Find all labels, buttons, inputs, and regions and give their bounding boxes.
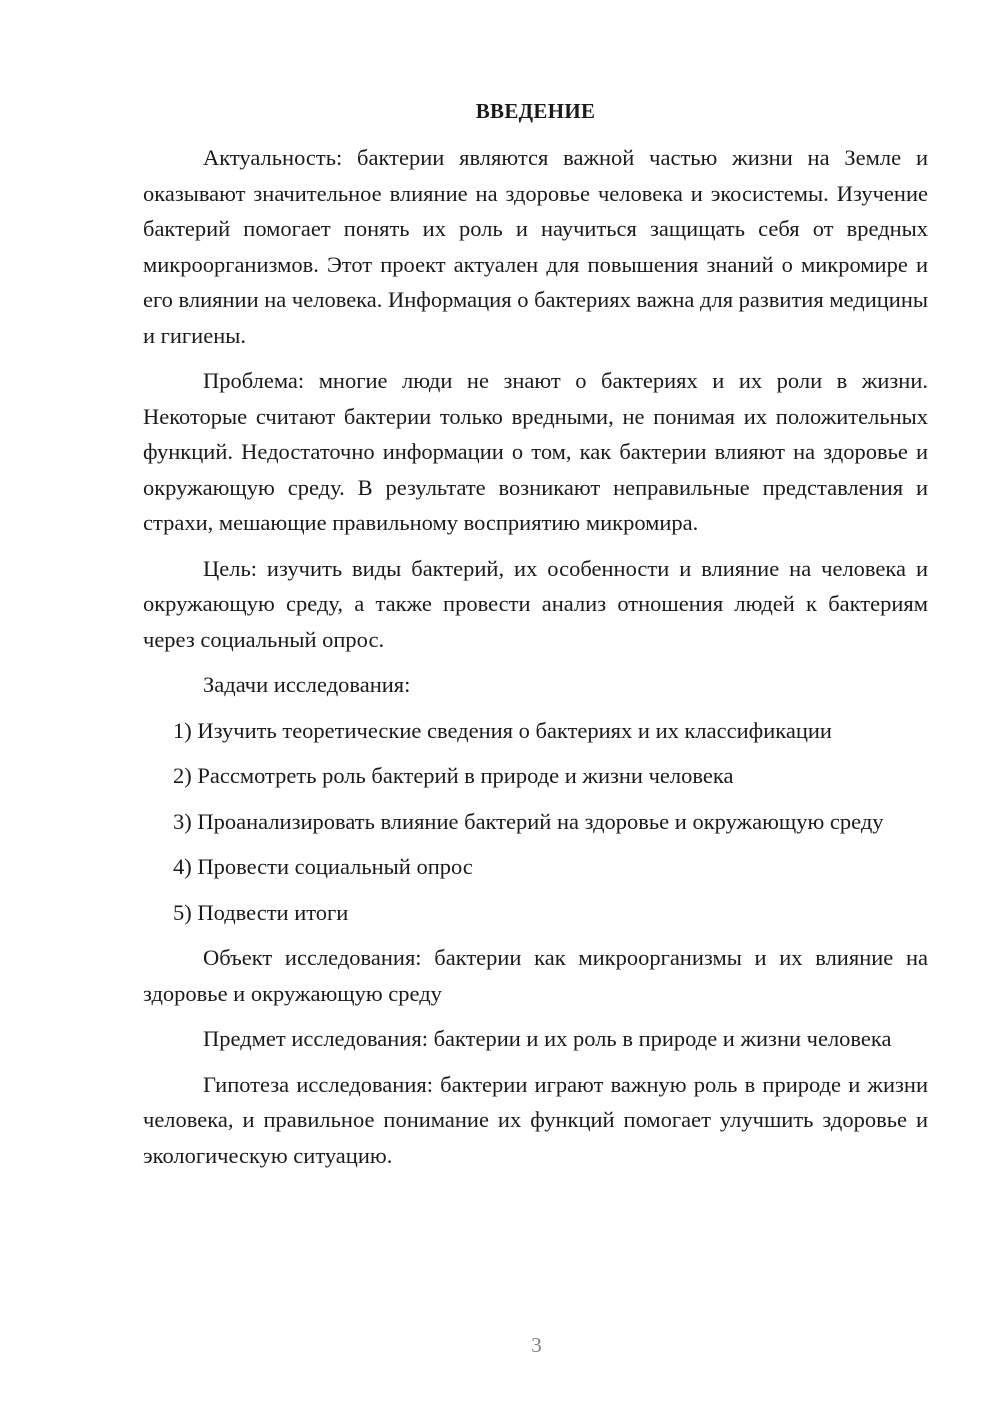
page-content bbox=[143, 96, 928, 1183]
page-title: ВВЕДЕНИЕ bbox=[475, 99, 596, 123]
hypothesis-paragraph: Гипотеза исследования: бактерии играют важную роль в природе и жизни человека, и правильное понимание их функций помогает улучшить здоровье и экологическую ситуацию. bbox=[143, 1071, 928, 1168]
list-item: 5) Подвести итоги bbox=[173, 899, 349, 925]
problem-paragraph: Проблема: многие люди не знают о бактериях и их роли в жизни. Некоторые считают бактерии только вредными, не понимая их положительных функций. Недостаточно информации о том, как бактерии влияют на здоровье и окружающую среду. В результате возникают неправильные представления и страхи, мешающие правильному восприятию микромира. bbox=[143, 368, 928, 535]
relevance-paragraph: Актуальность: бактерии являются важной частью жизни на Земле и оказывают значительное влияние на здоровье человека и экосистемы. Изучение бактерий помогает понять их роль и научиться защищать себя от вредных микроорганизмов. Этот проект актуален для повышения знаний о микромире и его влиянии на человека. Информация о бактериях важна для развития медицины и гигиены. bbox=[143, 145, 928, 348]
object-paragraph: Объект исследования: бактерии как микроорганизмы и их влияние на здоровье и окружающую среду bbox=[143, 945, 928, 1006]
tasks-list bbox=[143, 713, 928, 931]
subject-paragraph: Предмет исследования: бактерии и их роль в природе и жизни человека bbox=[203, 1026, 892, 1051]
goal-paragraph: Цель: изучить виды бактерий, их особенности и влияние на человека и окружающую среду, а также провести анализ отношения людей к бактериям через социальный опрос. bbox=[143, 555, 928, 652]
list-item: 4) Провести социальный опрос bbox=[173, 854, 473, 879]
page-number: 3 bbox=[531, 1333, 542, 1357]
list-item: 1) Изучить теоретические сведения о бактериях и их классификации bbox=[173, 717, 832, 743]
list-item: 2) Рассмотреть роль бактерий в природе и жизни человека bbox=[173, 763, 734, 788]
list-item: 3) Проанализировать влияние бактерий на здоровье и окружающую среду bbox=[173, 808, 884, 834]
tasks-heading: Задачи исследования: bbox=[203, 672, 411, 697]
